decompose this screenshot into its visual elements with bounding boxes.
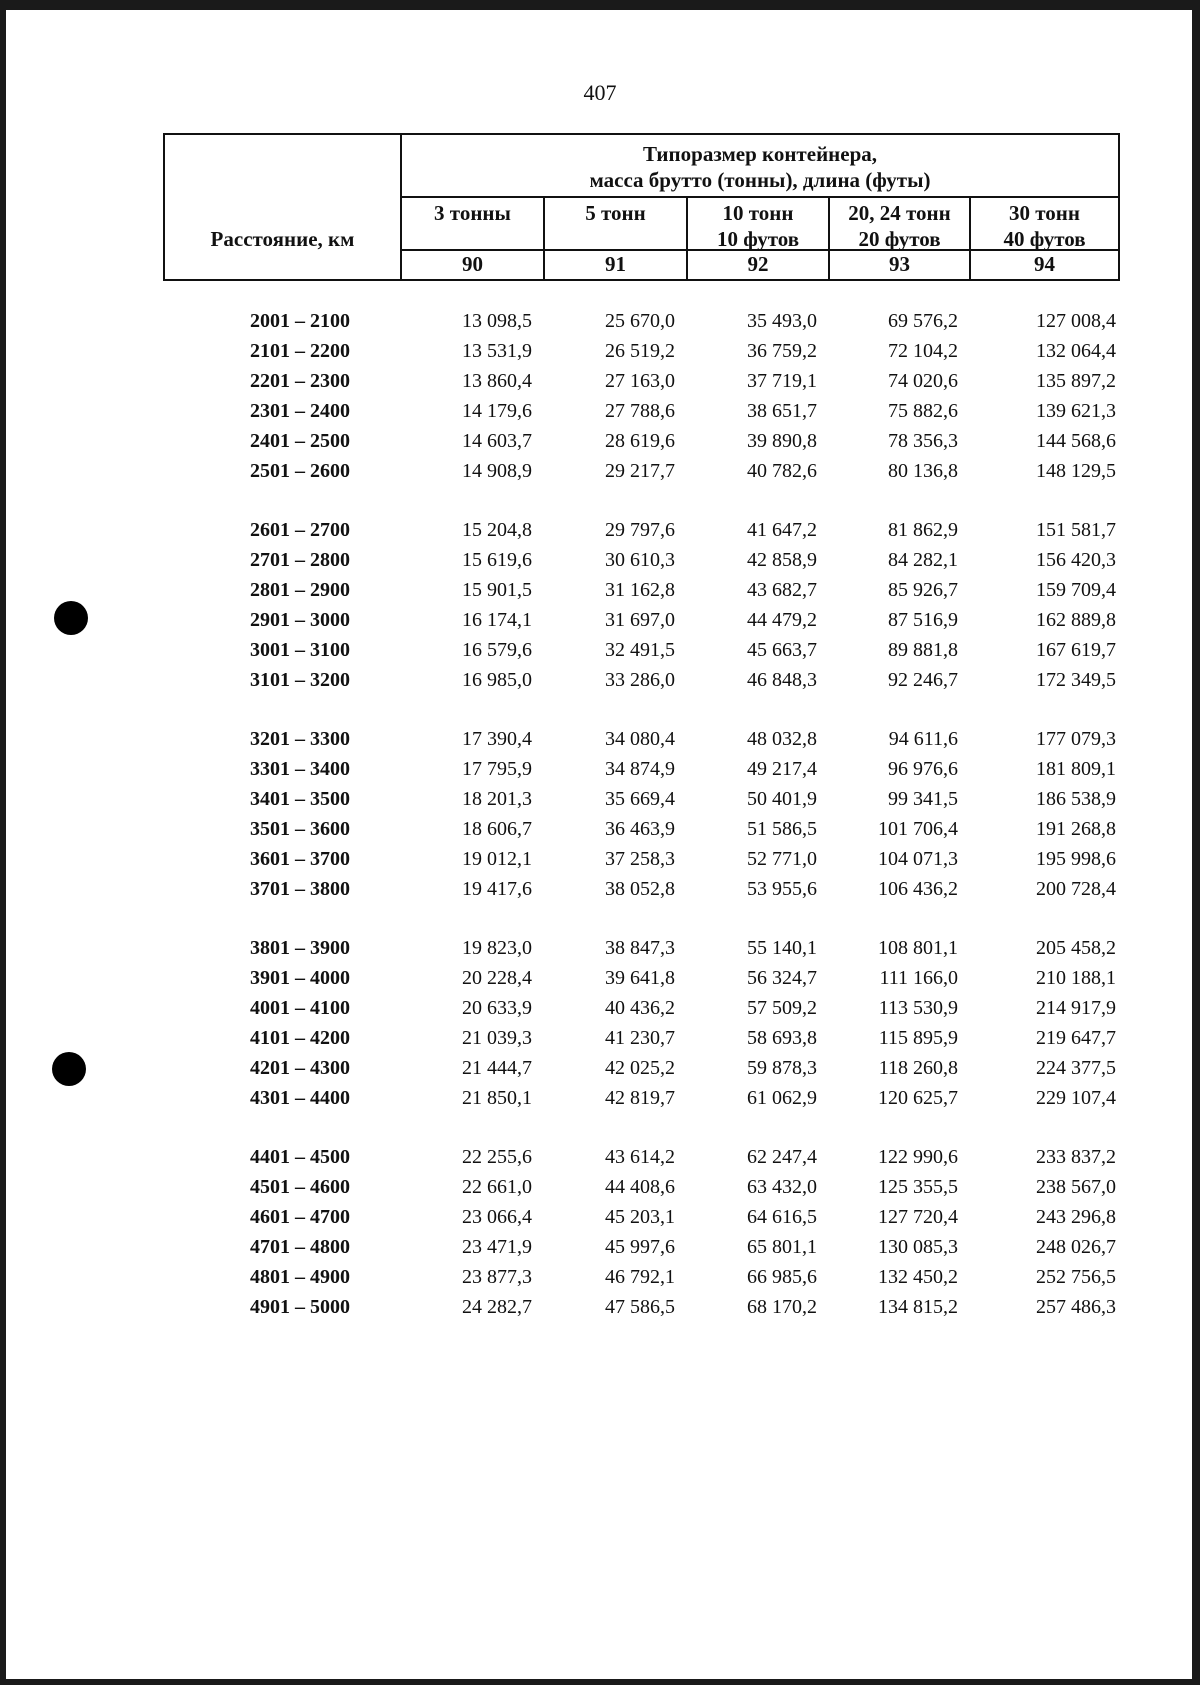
tariff-value: 35 493,0 — [747, 310, 817, 332]
tariff-value: 172 349,5 — [1036, 669, 1116, 691]
distance-range: 3601 – 3700 — [250, 848, 350, 870]
table-row — [0, 878, 1200, 906]
distance-range: 3401 – 3500 — [250, 788, 350, 810]
tariff-value: 22 255,6 — [462, 1146, 532, 1168]
distance-range: 2001 – 2100 — [250, 310, 350, 332]
tariff-value: 20 228,4 — [462, 967, 532, 989]
column-header-line: 30 тонн — [1009, 201, 1080, 225]
distance-range: 2801 – 2900 — [250, 579, 350, 601]
tariff-value: 81 862,9 — [888, 519, 958, 541]
tariff-value: 45 203,1 — [605, 1206, 675, 1228]
distance-range: 2701 – 2800 — [250, 549, 350, 571]
tariff-value: 64 616,5 — [747, 1206, 817, 1228]
tariff-value: 167 619,7 — [1036, 639, 1116, 661]
table-row — [0, 400, 1200, 428]
tariff-value: 111 166,0 — [879, 967, 958, 989]
distance-range: 4401 – 4500 — [250, 1146, 350, 1168]
tariff-value: 87 516,9 — [888, 609, 958, 631]
distance-range: 3901 – 4000 — [250, 967, 350, 989]
table-row — [0, 460, 1200, 488]
tariff-value: 30 610,3 — [605, 549, 675, 571]
tariff-value: 162 889,8 — [1036, 609, 1116, 631]
tariff-value: 16 579,6 — [462, 639, 532, 661]
distance-range: 4201 – 4300 — [250, 1057, 350, 1079]
table-row — [0, 1146, 1200, 1174]
tariff-value: 243 296,8 — [1036, 1206, 1116, 1228]
tariff-value: 21 039,3 — [462, 1027, 532, 1049]
tariff-value: 56 324,7 — [747, 967, 817, 989]
column-header-line: 40 футов — [1003, 227, 1086, 251]
tariff-value: 38 651,7 — [747, 400, 817, 422]
table-row — [0, 639, 1200, 667]
table-header — [163, 133, 1120, 281]
table-row — [0, 340, 1200, 368]
column-header-name — [830, 198, 969, 251]
tariff-value: 36 463,9 — [605, 818, 675, 840]
column-header-name — [971, 198, 1118, 251]
table-row — [0, 519, 1200, 547]
tariff-value: 252 756,5 — [1036, 1266, 1116, 1288]
column-number: 93 — [889, 252, 910, 276]
tariff-value: 40 436,2 — [605, 997, 675, 1019]
tariff-value: 205 458,2 — [1036, 937, 1116, 959]
tariff-value: 78 356,3 — [888, 430, 958, 452]
column-header-line: 20, 24 тонн — [848, 201, 951, 225]
tariff-value: 248 026,7 — [1036, 1236, 1116, 1258]
tariff-value: 15 619,6 — [462, 549, 532, 571]
tariff-value: 132 450,2 — [878, 1266, 958, 1288]
table-row — [0, 937, 1200, 965]
distance-range: 2101 – 2200 — [250, 340, 350, 362]
caption-line: Типоразмер контейнера, — [642, 142, 878, 166]
tariff-value: 51 586,5 — [747, 818, 817, 840]
table-row — [0, 848, 1200, 876]
column-header-line: 3 тонны — [434, 201, 511, 225]
column-header — [688, 198, 830, 279]
tariff-value: 45 663,7 — [747, 639, 817, 661]
tariff-value: 17 390,4 — [462, 728, 532, 750]
tariff-value: 13 531,9 — [462, 340, 532, 362]
tariff-value: 195 998,6 — [1036, 848, 1116, 870]
tariff-value: 132 064,4 — [1036, 340, 1116, 362]
tariff-value: 18 606,7 — [462, 818, 532, 840]
tariff-value: 69 576,2 — [888, 310, 958, 332]
distance-range: 3201 – 3300 — [250, 728, 350, 750]
tariff-value: 41 647,2 — [747, 519, 817, 541]
table-row — [0, 758, 1200, 786]
table-row — [0, 728, 1200, 756]
tariff-value: 113 530,9 — [878, 997, 958, 1019]
tariff-value: 214 917,9 — [1036, 997, 1116, 1019]
tariff-value: 13 860,4 — [462, 370, 532, 392]
column-header — [402, 198, 545, 279]
column-number: 92 — [747, 252, 769, 276]
tariff-value: 31 697,0 — [605, 609, 675, 631]
distance-range: 3001 – 3100 — [250, 639, 350, 661]
tariff-value: 35 669,4 — [605, 788, 675, 810]
distance-range: 2601 – 2700 — [250, 519, 350, 541]
tariff-value: 33 286,0 — [605, 669, 675, 691]
column-header — [545, 198, 688, 279]
tariff-value: 75 882,6 — [888, 400, 958, 422]
distance-range: 2901 – 3000 — [250, 609, 350, 631]
distance-range: 3801 – 3900 — [250, 937, 350, 959]
tariff-value: 130 085,3 — [878, 1236, 958, 1258]
tariff-value: 144 568,6 — [1036, 430, 1116, 452]
tariff-value: 186 538,9 — [1036, 788, 1116, 810]
table-row — [0, 997, 1200, 1025]
tariff-value: 19 012,1 — [462, 848, 532, 870]
tariff-value: 29 217,7 — [605, 460, 675, 482]
tariff-value: 14 908,9 — [462, 460, 532, 482]
tariff-value: 15 204,8 — [462, 519, 532, 541]
column-header-line: 10 тонн — [722, 201, 794, 225]
tariff-value: 120 625,7 — [878, 1087, 958, 1109]
table-row — [0, 430, 1200, 458]
tariff-value: 46 848,3 — [747, 669, 817, 691]
tariff-value: 23 066,4 — [462, 1206, 532, 1228]
distance-range: 3701 – 3800 — [250, 878, 350, 900]
table-row — [0, 788, 1200, 816]
column-header-line: 10 футов — [716, 227, 800, 251]
tariff-value: 16 174,1 — [462, 609, 532, 631]
tariff-value: 122 990,6 — [878, 1146, 958, 1168]
tariff-value: 104 071,3 — [878, 848, 958, 870]
table-row — [0, 370, 1200, 398]
distance-range: 2301 – 2400 — [250, 400, 350, 422]
tariff-value: 159 709,4 — [1036, 579, 1116, 601]
tariff-value: 115 895,9 — [878, 1027, 958, 1049]
tariff-value: 39 890,8 — [747, 430, 817, 452]
tariff-value: 177 079,3 — [1036, 728, 1116, 750]
distance-range: 2401 – 2500 — [250, 430, 350, 452]
column-header-name — [688, 198, 828, 251]
tariff-value: 85 926,7 — [888, 579, 958, 601]
distance-header-cell — [165, 135, 402, 279]
tariff-value: 21 850,1 — [462, 1087, 532, 1109]
tariff-value: 229 107,4 — [1036, 1087, 1116, 1109]
column-header-name — [545, 198, 686, 251]
tariff-value: 41 230,7 — [605, 1027, 675, 1049]
tariff-value: 46 792,1 — [605, 1266, 675, 1288]
tariff-value: 84 282,1 — [888, 549, 958, 571]
distance-range: 2201 – 2300 — [250, 370, 350, 392]
distance-header-label: Расстояние, км — [210, 227, 355, 251]
tariff-value: 224 377,5 — [1036, 1057, 1116, 1079]
tariff-value: 139 621,3 — [1036, 400, 1116, 422]
tariff-value: 99 341,5 — [888, 788, 958, 810]
tariff-value: 72 104,2 — [888, 340, 958, 362]
table-row — [0, 1176, 1200, 1204]
tariff-value: 15 901,5 — [462, 579, 532, 601]
tariff-value: 108 801,1 — [878, 937, 958, 959]
tariff-value: 200 728,4 — [1036, 878, 1116, 900]
tariff-value: 238 567,0 — [1036, 1176, 1116, 1198]
table-row — [0, 1027, 1200, 1055]
distance-range: 3101 – 3200 — [250, 669, 350, 691]
tariff-value: 31 162,8 — [605, 579, 675, 601]
tariff-value: 52 771,0 — [747, 848, 817, 870]
tariff-value: 74 020,6 — [888, 370, 958, 392]
tariff-value: 61 062,9 — [747, 1087, 817, 1109]
tariff-value: 14 179,6 — [462, 400, 532, 422]
tariff-value: 27 788,6 — [605, 400, 675, 422]
table-row — [0, 1087, 1200, 1115]
tariff-value: 257 486,3 — [1036, 1296, 1116, 1318]
tariff-value: 59 878,3 — [747, 1057, 817, 1079]
table-row — [0, 818, 1200, 846]
tariff-value: 49 217,4 — [747, 758, 817, 780]
distance-range: 4001 – 4100 — [250, 997, 350, 1019]
tariff-value: 20 633,9 — [462, 997, 532, 1019]
tariff-value: 191 268,8 — [1036, 818, 1116, 840]
tariff-value: 181 809,1 — [1036, 758, 1116, 780]
tariff-value: 17 795,9 — [462, 758, 532, 780]
tariff-value: 24 282,7 — [462, 1296, 532, 1318]
column-header — [971, 198, 1118, 279]
distance-range: 4701 – 4800 — [250, 1236, 350, 1258]
tariff-value: 106 436,2 — [878, 878, 958, 900]
tariff-value: 156 420,3 — [1036, 549, 1116, 571]
tariff-value: 89 881,8 — [888, 639, 958, 661]
tariff-value: 127 008,4 — [1036, 310, 1116, 332]
tariff-value: 57 509,2 — [747, 997, 817, 1019]
tariff-value: 18 201,3 — [462, 788, 532, 810]
tariff-value: 16 985,0 — [462, 669, 532, 691]
tariff-value: 37 719,1 — [747, 370, 817, 392]
tariff-value: 34 080,4 — [605, 728, 675, 750]
tariff-value: 50 401,9 — [747, 788, 817, 810]
distance-range: 4801 – 4900 — [250, 1266, 350, 1288]
distance-range: 4101 – 4200 — [250, 1027, 350, 1049]
tariff-value: 39 641,8 — [605, 967, 675, 989]
tariff-value: 66 985,6 — [747, 1266, 817, 1288]
tariff-value: 125 355,5 — [878, 1176, 958, 1198]
distance-range: 4901 – 5000 — [250, 1296, 350, 1318]
tariff-value: 94 611,6 — [888, 728, 958, 750]
tariff-value: 210 188,1 — [1036, 967, 1116, 989]
table-row — [0, 1206, 1200, 1234]
tariff-value: 48 032,8 — [747, 728, 817, 750]
tariff-value: 219 647,7 — [1036, 1027, 1116, 1049]
table-row — [0, 549, 1200, 577]
column-number: 90 — [462, 252, 483, 276]
tariff-value: 45 997,6 — [605, 1236, 675, 1258]
distance-range: 4501 – 4600 — [250, 1176, 350, 1198]
tariff-value: 28 619,6 — [605, 430, 675, 452]
table-row — [0, 579, 1200, 607]
tariff-value: 92 246,7 — [888, 669, 958, 691]
tariff-value: 134 815,2 — [878, 1296, 958, 1318]
tariff-value: 55 140,1 — [747, 937, 817, 959]
tariff-value: 43 682,7 — [747, 579, 817, 601]
table-row — [0, 310, 1200, 338]
tariff-value: 135 897,2 — [1036, 370, 1116, 392]
table-row — [0, 1057, 1200, 1085]
scan-border-top — [0, 0, 1200, 10]
tariff-value: 36 759,2 — [747, 340, 817, 362]
tariff-value: 96 976,6 — [888, 758, 958, 780]
tariff-value: 13 098,5 — [462, 310, 532, 332]
tariff-value: 44 479,2 — [747, 609, 817, 631]
tariff-value: 53 955,6 — [747, 878, 817, 900]
scan-border-bottom — [0, 1679, 1200, 1685]
distance-range: 2501 – 2600 — [250, 460, 350, 482]
tariff-value: 233 837,2 — [1036, 1146, 1116, 1168]
distance-range: 3301 – 3400 — [250, 758, 350, 780]
tariff-value: 19 823,0 — [462, 937, 532, 959]
tariff-value: 58 693,8 — [747, 1027, 817, 1049]
distance-range: 4601 – 4700 — [250, 1206, 350, 1228]
tariff-value: 44 408,6 — [605, 1176, 675, 1198]
table-row — [0, 669, 1200, 697]
tariff-value: 101 706,4 — [878, 818, 958, 840]
tariff-value: 43 614,2 — [605, 1146, 675, 1168]
page-number: 407 — [583, 80, 617, 105]
tariff-value: 118 260,8 — [878, 1057, 958, 1079]
tariff-value: 21 444,7 — [462, 1057, 532, 1079]
tariff-value: 40 782,6 — [747, 460, 817, 482]
tariff-value: 19 417,6 — [462, 878, 532, 900]
tariff-value: 68 170,2 — [747, 1296, 817, 1318]
column-header — [830, 198, 971, 279]
tariff-value: 63 432,0 — [747, 1176, 817, 1198]
tariff-value: 42 858,9 — [747, 549, 817, 571]
tariff-value: 27 163,0 — [605, 370, 675, 392]
table-row — [0, 1266, 1200, 1294]
column-number: 91 — [605, 252, 626, 276]
tariff-value: 26 519,2 — [605, 340, 675, 362]
tariff-value: 25 670,0 — [605, 310, 675, 332]
tariff-value: 127 720,4 — [878, 1206, 958, 1228]
tariff-value: 80 136,8 — [888, 460, 958, 482]
tariff-value: 32 491,5 — [605, 639, 675, 661]
table-row — [0, 967, 1200, 995]
column-header-line: 20 футов — [858, 227, 941, 251]
tariff-value: 38 052,8 — [605, 878, 675, 900]
table-row — [0, 1236, 1200, 1264]
column-header-name — [402, 198, 543, 251]
tariff-value: 62 247,4 — [747, 1146, 817, 1168]
tariff-value: 151 581,7 — [1036, 519, 1116, 541]
tariff-value: 34 874,9 — [605, 758, 675, 780]
tariff-value: 14 603,7 — [462, 430, 532, 452]
tariff-value: 23 471,9 — [462, 1236, 532, 1258]
tariff-value: 37 258,3 — [605, 848, 675, 870]
tariff-value: 42 819,7 — [605, 1087, 675, 1109]
distance-range: 4301 – 4400 — [250, 1087, 350, 1109]
tariff-value: 47 586,5 — [605, 1296, 675, 1318]
column-number: 94 — [1034, 252, 1055, 276]
column-header-line: 5 тонн — [585, 201, 646, 225]
distance-range: 3501 – 3600 — [250, 818, 350, 840]
tariff-value: 29 797,6 — [605, 519, 675, 541]
tariff-value: 38 847,3 — [605, 937, 675, 959]
container-size-caption — [402, 135, 1118, 198]
tariff-value: 42 025,2 — [605, 1057, 675, 1079]
table-row — [0, 609, 1200, 637]
tariff-value: 22 661,0 — [462, 1176, 532, 1198]
tariff-value: 23 877,3 — [462, 1266, 532, 1288]
tariff-value: 65 801,1 — [747, 1236, 817, 1258]
table-row — [0, 1296, 1200, 1324]
tariff-value: 148 129,5 — [1036, 460, 1116, 482]
caption-line: масса брутто (тонны), длина (футы) — [589, 168, 931, 192]
